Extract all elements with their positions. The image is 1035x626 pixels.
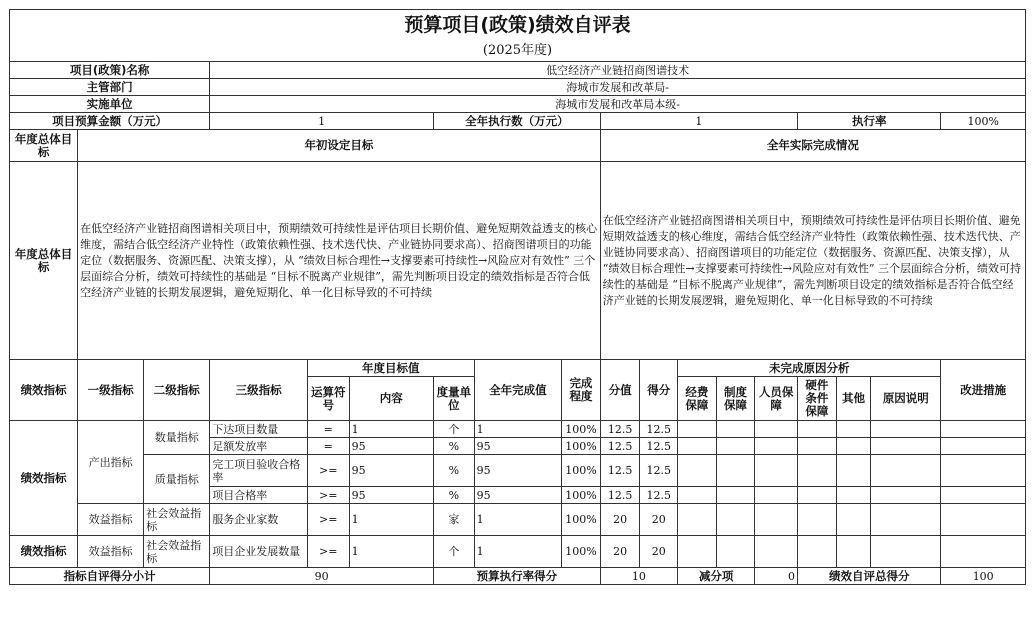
other-header: 其他 — [836, 377, 871, 421]
actual-goal-text: 在低空经济产业链招商图谱相关项目中，预期绩效可持续性是评估项目长期价值、避免短期效益透支的核心维度，需结合低空经济产业特性（政策依赖性强、技术迭代快、产业链协同要求高）、招商图谱项目的功能定位（数据服务、资源匹配、决策支撑），从 “绩效目标合理性→支撑要素可持续性→风险应对有效性” 三个层面综合分析，绩效可持续性的基础是 “目标不脱离产业规律”，需先判断项目设定的绩效指标是否符合低空经济产业链的长期发展逻辑，避免短期化、单一化目标导致的不可持续 — [600, 162, 1025, 360]
exec-score-label: 预算执行率得分 — [434, 568, 601, 585]
lvl3-cell: 项目企业发展数量 — [210, 536, 308, 568]
completion-header: 完成程度 — [562, 360, 601, 421]
op-cell: >= — [307, 536, 349, 568]
content-cell: 1 — [349, 421, 433, 438]
lvl2-cell: 社会效益指标 — [144, 536, 210, 568]
unit-cell: % — [434, 487, 475, 504]
lvl3-cell: 足额发放率 — [210, 438, 308, 455]
project-name-label: 项目(政策)名称 — [10, 62, 210, 79]
full-cell: 1 — [474, 536, 561, 568]
table-row — [10, 536, 1026, 568]
goal-header-label: 年度总体目标 — [10, 130, 78, 162]
value-cell: 12.5 — [600, 455, 640, 487]
lvl2-header: 二级指标 — [144, 360, 210, 421]
goal-row-label: 年度总体目标 — [10, 162, 78, 360]
reason-analysis-header: 未完成原因分析 — [678, 360, 941, 377]
hardware-header: 硬件条件保障 — [798, 377, 837, 421]
subtotal-label: 指标自评得分小计 — [10, 568, 210, 585]
initial-goal-text: 在低空经济产业链招商图谱相关项目中，预期绩效可持续性是评估项目长期价值、避免短期效益透支的核心维度，需结合低空经济产业特性（政策依赖性强、技术迭代快、产业链协同要求高）、招商图谱项目的功能定位（数据服务、资源匹配、决策支撑），从 “绩效目标合理性→支撑要素可持续性→风险应对有效性” 三个层面综合分析，绩效可持续性的基础是 “目标不脱离产业规律”，需先判断项目设定的绩效指标是否符合低空经济产业链的长期发展逻辑，避免短期化、单一化目标导致的不可持续 — [78, 162, 601, 360]
lvl3-cell: 下达项目数量 — [210, 421, 308, 438]
lvl3-cell: 项目合格率 — [210, 487, 308, 504]
unit-cell: % — [434, 438, 475, 455]
unit-header: 度量单位 — [434, 377, 475, 421]
content-header: 内容 — [349, 377, 433, 421]
table-row — [10, 455, 1026, 487]
score-cell: 20 — [640, 504, 678, 536]
full-cell: 1 — [474, 504, 561, 536]
unit-cell: 家 — [434, 504, 475, 536]
op-cell: = — [307, 438, 349, 455]
total-label: 绩效自评总得分 — [798, 568, 941, 585]
system-header: 制度保障 — [716, 377, 755, 421]
score-cell: 20 — [640, 536, 678, 568]
perf-group-label-2: 绩效指标 — [10, 536, 78, 568]
op-cell: >= — [307, 455, 349, 487]
initial-goal-label: 年初设定目标 — [78, 130, 601, 162]
content-cell: 95 — [349, 455, 433, 487]
exec-value: 1 — [600, 113, 797, 130]
evaluation-table — [9, 61, 1026, 585]
dept-label: 主管部门 — [10, 79, 210, 96]
content-cell: 1 — [349, 536, 433, 568]
score-value-header: 分值 — [600, 360, 640, 421]
lvl3-cell: 完工项目验收合格率 — [210, 455, 308, 487]
subtotal-value: 90 — [210, 568, 434, 585]
completion-cell: 100% — [562, 487, 601, 504]
budget-value: 1 — [210, 113, 434, 130]
lvl1-cell: 效益指标 — [78, 536, 144, 568]
lvl1-header: 一级指标 — [78, 360, 144, 421]
unit-cell: % — [434, 455, 475, 487]
deduct-value: 0 — [755, 568, 798, 585]
op-header: 运算符号 — [307, 377, 349, 421]
value-cell: 20 — [600, 504, 640, 536]
perf-group-label: 绩效指标 — [10, 421, 78, 536]
staff-header: 人员保障 — [755, 377, 798, 421]
lvl2-cell: 质量指标 — [144, 455, 210, 504]
deduct-label: 减分项 — [678, 568, 755, 585]
value-cell: 12.5 — [600, 438, 640, 455]
value-cell: 20 — [600, 536, 640, 568]
perf-indicator-label: 绩效指标 — [10, 360, 78, 421]
completion-cell: 100% — [562, 421, 601, 438]
unit-cell: 个 — [434, 536, 475, 568]
dept-value: 海城市发展和改革局- — [210, 79, 1026, 96]
score-cell: 12.5 — [640, 421, 678, 438]
op-cell: >= — [307, 487, 349, 504]
actual-goal-label: 全年实际完成情况 — [600, 130, 1025, 162]
improve-header: 改进措施 — [941, 360, 1026, 421]
content-cell: 95 — [349, 487, 433, 504]
lvl2-cell: 数量指标 — [144, 421, 210, 455]
funding-header: 经费保障 — [678, 377, 717, 421]
value-cell: 12.5 — [600, 421, 640, 438]
lvl3-header: 三级指标 — [210, 360, 308, 421]
lvl3-cell: 服务企业家数 — [210, 504, 308, 536]
exec-label: 全年执行数（万元） — [434, 113, 601, 130]
unit-label: 实施单位 — [10, 96, 210, 113]
rate-value: 100% — [941, 113, 1026, 130]
budget-label: 项目预算金额（万元） — [10, 113, 210, 130]
reason-desc-header: 原因说明 — [871, 377, 941, 421]
annual-target-header: 年度目标值 — [307, 360, 474, 377]
completion-cell: 100% — [562, 455, 601, 487]
full-cell: 95 — [474, 455, 561, 487]
score-cell: 12.5 — [640, 487, 678, 504]
op-cell: = — [307, 421, 349, 438]
lvl1-cell: 效益指标 — [78, 504, 144, 536]
value-cell: 12.5 — [600, 487, 640, 504]
full-year-header: 全年完成值 — [474, 360, 561, 421]
exec-score-value: 10 — [600, 568, 677, 585]
page-year: (2025年度) — [9, 41, 1026, 61]
completion-cell: 100% — [562, 438, 601, 455]
score-header: 得分 — [640, 360, 678, 421]
unit-cell: 个 — [434, 421, 475, 438]
content-cell: 95 — [349, 438, 433, 455]
project-name: 低空经济产业链招商图谱技术 — [210, 62, 1026, 79]
full-cell: 1 — [474, 421, 561, 438]
table-row — [10, 421, 1026, 438]
unit-value: 海城市发展和改革局本级- — [210, 96, 1026, 113]
total-value: 100 — [941, 568, 1026, 585]
evaluation-sheet — [9, 9, 1026, 585]
full-cell: 95 — [474, 438, 561, 455]
table-row — [10, 504, 1026, 536]
score-cell: 12.5 — [640, 438, 678, 455]
score-cell: 12.5 — [640, 455, 678, 487]
full-cell: 95 — [474, 487, 561, 504]
completion-cell: 100% — [562, 504, 601, 536]
rate-label: 执行率 — [798, 113, 941, 130]
content-cell: 1 — [349, 504, 433, 536]
lvl2-cell: 社会效益指标 — [144, 504, 210, 536]
page-title: 预算项目(政策)绩效自评表 — [9, 9, 1026, 41]
completion-cell: 100% — [562, 536, 601, 568]
op-cell: >= — [307, 504, 349, 536]
lvl1-cell: 产出指标 — [78, 421, 144, 504]
